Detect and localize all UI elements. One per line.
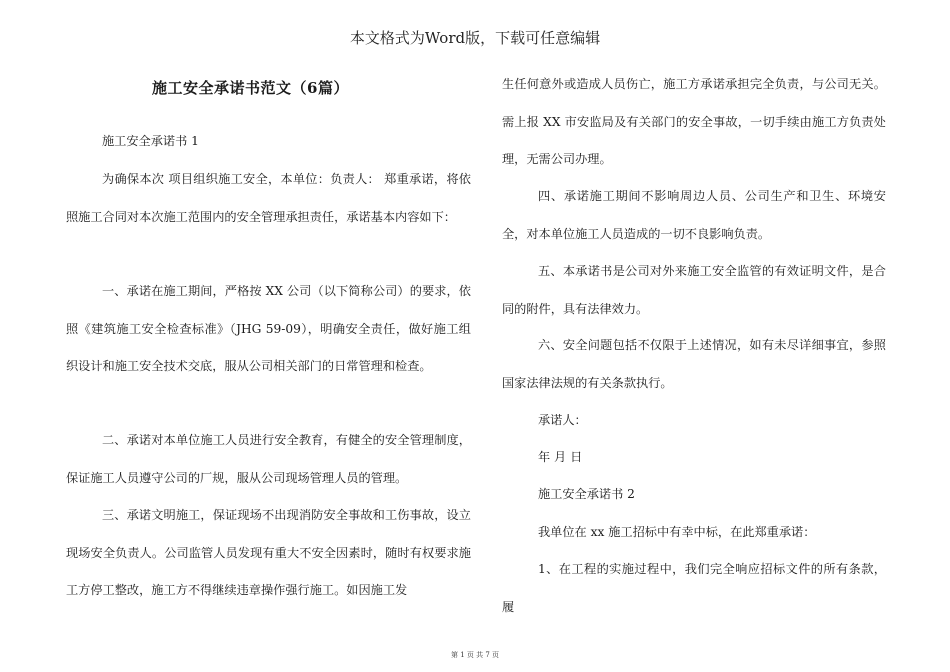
page-footer: 第 1 页 共 7 页: [450, 651, 500, 659]
paragraph-3-continued: 生任何意外或造成人员伤亡，施工方承诺承担完全负责，与公司无关。需上报 XX 市安监局及有关部门的安全事故，一切手续由施工方负责处理，无需公司办理。: [502, 77, 886, 166]
paragraph-4: 四、承诺施工期间不影响周边人员、公司生产和卫生、环境安全，对本单位施工人员造成的一切不良影响负责。: [502, 189, 886, 241]
signatory-line: 承诺人：: [538, 413, 587, 427]
section-heading-2: 施工安全承诺书 2: [538, 487, 635, 501]
date-line: 年 月 日: [538, 450, 583, 464]
paragraph-6: 六、安全问题包括不仅限于上述情况，如有未尽详细事宜，参照国家法律法规的有关条款执行。: [502, 338, 886, 390]
paragraph-2-intro: 我单位在 xx 施工招标中有幸中标，在此郑重承诺：: [538, 525, 816, 539]
paragraph-2: 二、承诺对本单位施工人员进行安全教育，有健全的安全管理制度，保证施工人员遵守公司的厂规，服从公司现场管理人员的管理。: [66, 433, 471, 485]
paragraph-intro: 为确保本次 项目组织施工安全，本单位：负责人： 郑重承诺，将依照施工合同对本次施工范围内的安全管理承担责任，承诺基本内容如下：: [66, 172, 471, 224]
paragraph-3: 三、承诺文明施工，保证现场不出现消防安全事故和工伤事故，设立现场安全负责人。公司监管人员发现有重大不安全因素时，随时有权要求施工方停工整改，施工方不得继续违章操作强行施工。如因施工发: [66, 508, 471, 597]
section-heading-1: 施工安全承诺书 1: [102, 134, 199, 148]
document-title: 施工安全承诺书范文（6篇）: [152, 79, 349, 97]
paragraph-2-item-1: 1、在工程的实施过程中，我们完全响应招标文件的所有条款，履: [502, 562, 886, 614]
format-banner: 本文格式为Word版，下载可任意编辑: [349, 29, 601, 47]
paragraph-5: 五、本承诺书是公司对外来施工安全监管的有效证明文件，是合同的附件，具有法律效力。: [502, 264, 886, 316]
paragraph-1: 一、承诺在施工期间，严格按 XX 公司（以下简称公司）的要求，依照《建筑施工安全检查标准》（JHG 59-09），明确安全责任，做好施工组织设计和施工安全技术交底，服从公司相关部门的日常管理和检查。: [66, 284, 471, 373]
